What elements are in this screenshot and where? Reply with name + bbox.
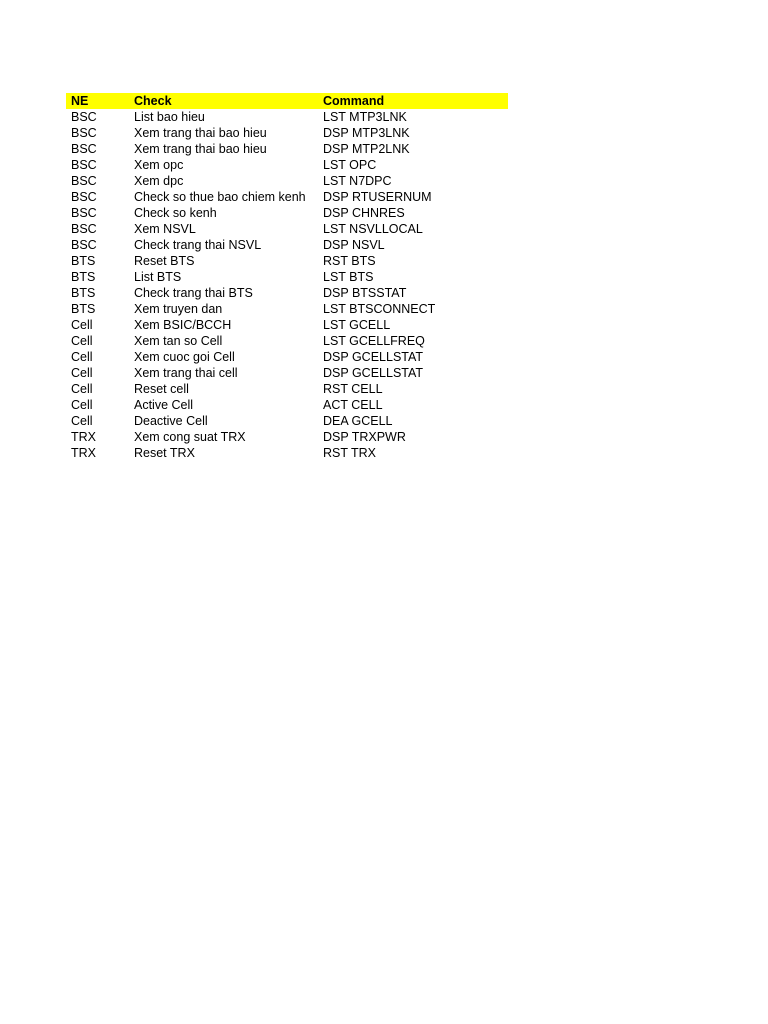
table-row bbox=[66, 317, 508, 333]
cell-command: RST BTS bbox=[323, 254, 376, 268]
cell-ne: TRX bbox=[71, 446, 96, 460]
cell-command: DSP TRXPWR bbox=[323, 430, 406, 444]
cell-check: Deactive Cell bbox=[134, 414, 208, 428]
cell-command: LST GCELL bbox=[323, 318, 391, 332]
cell-check: Check so kenh bbox=[134, 206, 217, 220]
header-command: Command bbox=[323, 94, 385, 108]
cell-ne: BSC bbox=[71, 222, 97, 236]
table-row bbox=[66, 269, 508, 285]
cell-ne: Cell bbox=[71, 382, 93, 396]
cell-check: Xem trang thai bao hieu bbox=[134, 142, 267, 156]
cell-ne: Cell bbox=[71, 334, 93, 348]
cell-command: DSP GCELLSTAT bbox=[323, 350, 424, 364]
cell-ne: BTS bbox=[71, 286, 96, 300]
cell-ne: BSC bbox=[71, 238, 97, 252]
cell-check: Xem truyen dan bbox=[134, 302, 223, 316]
cell-check: Reset BTS bbox=[134, 254, 195, 268]
cell-command: LST GCELLFREQ bbox=[323, 334, 425, 348]
table-row bbox=[66, 173, 508, 189]
table-row bbox=[66, 205, 508, 221]
cell-check: Xem NSVL bbox=[134, 222, 196, 236]
table-header-row bbox=[66, 93, 508, 109]
command-table bbox=[66, 93, 508, 461]
table-row bbox=[66, 429, 508, 445]
cell-check: Xem tan so Cell bbox=[134, 334, 223, 348]
cell-ne: BTS bbox=[71, 302, 96, 316]
cell-check: Check trang thai BTS bbox=[134, 286, 253, 300]
cell-command: LST OPC bbox=[323, 158, 377, 172]
cell-command: LST NSVLLOCAL bbox=[323, 222, 423, 236]
cell-ne: BTS bbox=[71, 270, 96, 284]
table-row bbox=[66, 413, 508, 429]
cell-ne: BSC bbox=[71, 142, 97, 156]
cell-ne: BSC bbox=[71, 190, 97, 204]
cell-ne: TRX bbox=[71, 430, 96, 444]
cell-check: List bao hieu bbox=[134, 110, 205, 124]
cell-command: RST TRX bbox=[323, 446, 377, 460]
table-row bbox=[66, 365, 508, 381]
cell-check: List BTS bbox=[134, 270, 182, 284]
cell-check: Xem trang thai bao hieu bbox=[134, 126, 267, 140]
table-row bbox=[66, 157, 508, 173]
cell-command: DSP RTUSERNUM bbox=[323, 190, 432, 204]
table-row bbox=[66, 381, 508, 397]
cell-command: DSP MTP3LNK bbox=[323, 126, 410, 140]
cell-check: Xem cong suat TRX bbox=[134, 430, 246, 444]
table-row bbox=[66, 141, 508, 157]
cell-check: Check so thue bao chiem kenh bbox=[134, 190, 306, 204]
cell-command: DSP GCELLSTAT bbox=[323, 366, 424, 380]
cell-ne: Cell bbox=[71, 414, 93, 428]
cell-command: LST BTSCONNECT bbox=[323, 302, 436, 316]
table-row bbox=[66, 445, 508, 461]
cell-command: DSP BTSSTAT bbox=[323, 286, 407, 300]
cell-command: LST BTS bbox=[323, 270, 374, 284]
cell-check: Xem trang thai cell bbox=[134, 366, 238, 380]
table-row bbox=[66, 109, 508, 125]
cell-check: Xem BSIC/BCCH bbox=[134, 318, 232, 332]
cell-command: RST CELL bbox=[323, 382, 383, 396]
table-row bbox=[66, 285, 508, 301]
cell-check: Check trang thai NSVL bbox=[134, 238, 262, 252]
cell-ne: BSC bbox=[71, 206, 97, 220]
cell-ne: Cell bbox=[71, 350, 93, 364]
header-check: Check bbox=[134, 94, 172, 108]
cell-ne: BSC bbox=[71, 126, 97, 140]
cell-command: LST MTP3LNK bbox=[323, 110, 407, 124]
table-row bbox=[66, 301, 508, 317]
cell-command: ACT CELL bbox=[323, 398, 383, 412]
cell-check: Xem dpc bbox=[134, 174, 184, 188]
table-row bbox=[66, 189, 508, 205]
cell-command: DEA GCELL bbox=[323, 414, 393, 428]
cell-check: Reset TRX bbox=[134, 446, 195, 460]
cell-check: Active Cell bbox=[134, 398, 194, 412]
header-ne: NE bbox=[71, 94, 89, 108]
table-row bbox=[66, 125, 508, 141]
cell-command: DSP NSVL bbox=[323, 238, 385, 252]
cell-command: DSP MTP2LNK bbox=[323, 142, 410, 156]
cell-ne: Cell bbox=[71, 318, 93, 332]
cell-ne: BTS bbox=[71, 254, 96, 268]
table-body bbox=[66, 109, 508, 461]
cell-command: LST N7DPC bbox=[323, 174, 392, 188]
cell-check: Reset cell bbox=[134, 382, 189, 396]
table-row bbox=[66, 397, 508, 413]
table-row bbox=[66, 349, 508, 365]
cell-check: Xem cuoc goi Cell bbox=[134, 350, 235, 364]
cell-command: DSP CHNRES bbox=[323, 206, 405, 220]
table-row bbox=[66, 237, 508, 253]
cell-ne: BSC bbox=[71, 174, 97, 188]
table-row bbox=[66, 333, 508, 349]
cell-check: Xem opc bbox=[134, 158, 184, 172]
table-row bbox=[66, 253, 508, 269]
cell-ne: BSC bbox=[71, 110, 97, 124]
cell-ne: BSC bbox=[71, 158, 97, 172]
table-row bbox=[66, 221, 508, 237]
cell-ne: Cell bbox=[71, 366, 93, 380]
cell-ne: Cell bbox=[71, 398, 93, 412]
